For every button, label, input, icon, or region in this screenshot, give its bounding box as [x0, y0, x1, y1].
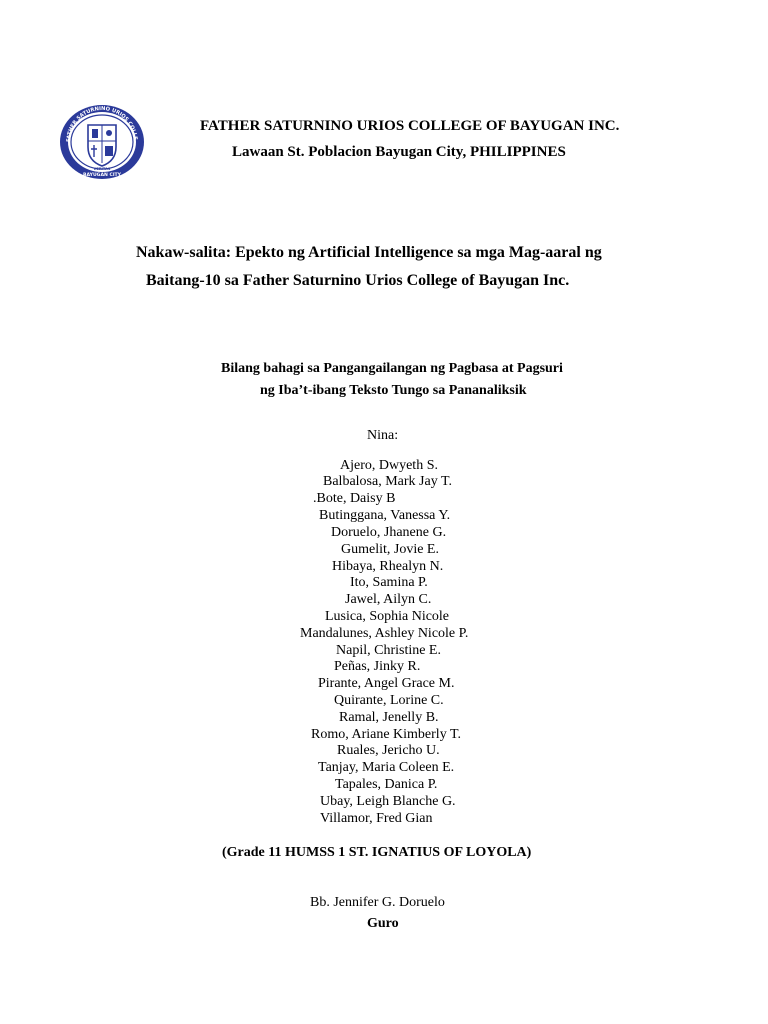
author-name: Ajero, Dwyeth S. [340, 458, 438, 473]
author-name: Romo, Ariane Kimberly T. [311, 727, 461, 742]
author-name: Butinggana, Vanessa Y. [319, 508, 451, 523]
authors-label: Nina: [367, 428, 399, 443]
author-name: Doruelo, Jhanene G. [331, 525, 447, 540]
class-section: (Grade 11 HUMSS 1 ST. IGNATIUS OF LOYOLA) [222, 845, 532, 860]
school-address: Lawaan St. Poblacion Bayugan City, PHILIPPINES [232, 144, 566, 160]
author-name: Balbalosa, Mark Jay T. [323, 474, 452, 489]
requirement-line-1: Bilang bahagi sa Pangangailangan ng Pagbasa at Pagsuri [221, 361, 563, 376]
paper-title-line-1: Nakaw-salita: Epekto ng Artificial Intelligence sa mga Mag-aaral ng [136, 244, 602, 261]
author-name: Ruales, Jericho U. [337, 743, 440, 758]
author-name: Tanjay, Maria Coleen E. [318, 760, 455, 775]
teacher-name: Bb. Jennifer G. Doruelo [310, 895, 445, 910]
requirement-line-2: ng Iba’t-ibang Teksto Tungo sa Pananaliksik [260, 383, 527, 398]
author-name: .Bote, Daisy B [313, 491, 396, 506]
author-name: Jawel, Ailyn C. [345, 592, 432, 607]
school-name: FATHER SATURNINO URIOS COLLEGE OF BAYUGAN INC. [200, 118, 620, 134]
author-name: Villamor, Fred Gian [320, 811, 433, 826]
author-name: Napil, Christine E. [336, 643, 441, 658]
author-name: Hibaya, Rhealyn N. [332, 559, 444, 574]
author-name: Mandalunes, Ashley Nicole P. [300, 626, 469, 641]
author-name: Gumelit, Jovie E. [341, 542, 439, 557]
seal-ring-text: FATHER SATURNINO URIOS COLLE [65, 105, 138, 143]
author-name: Tapales, Danica P. [335, 777, 438, 792]
author-name: Ramal, Jenelly B. [339, 710, 439, 725]
author-name: Lusica, Sophia Nicole [325, 609, 450, 624]
teacher-role: Guro [367, 916, 399, 931]
paper-title-line-2: Baitang-10 sa Father Saturnino Urios College of Bayugan Inc. [146, 272, 570, 289]
author-name: Quirante, Lorine C. [334, 693, 444, 708]
author-name: Ubay, Leigh Blanche G. [320, 794, 456, 809]
school-seal-icon [58, 103, 146, 181]
author-name: Pirante, Angel Grace M. [318, 676, 455, 691]
seal-bottom-text: BAYUGAN CITY [83, 173, 121, 178]
author-name: Ito, Samina P. [350, 575, 428, 590]
seal-motto: VERITAS [93, 167, 111, 171]
author-name: Peñas, Jinky R. [334, 659, 421, 674]
